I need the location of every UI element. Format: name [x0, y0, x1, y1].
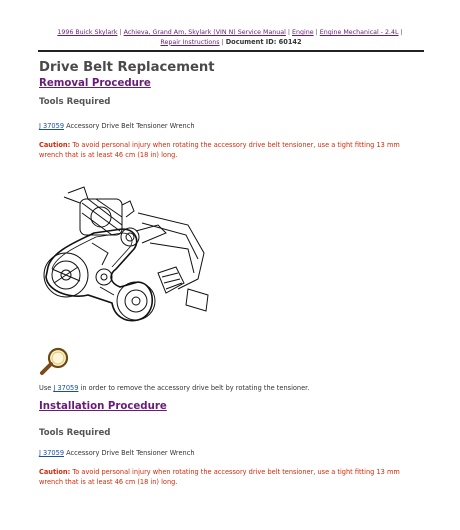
breadcrumb-link-manual[interactable]: Achieva, Grand Am, Skylark (VIN N) Service Manual: [123, 29, 286, 36]
installation-caution: [39, 468, 425, 487]
instruction-tool-link[interactable]: J 37059: [53, 384, 79, 392]
page-title: Drive Belt Replacement: [39, 60, 215, 75]
installation-tool-link[interactable]: J 37059: [39, 449, 65, 457]
breadcrumb-link-engine-mechanical[interactable]: Engine Mechanical - 2.4L: [319, 29, 399, 36]
breadcrumb: [38, 28, 424, 47]
generator-shape: [64, 187, 134, 235]
installation-tool-name: Accessory Drive Belt Tensioner Wrench: [64, 449, 195, 457]
removal-heading: Removal Procedure: [39, 78, 151, 89]
installation-heading: Installation Procedure: [39, 401, 167, 412]
removal-tool-line: [39, 122, 195, 130]
caution-label: Caution:: [39, 141, 71, 149]
installation-tools-heading: Tools Required: [39, 428, 111, 438]
document-page: [38, 0, 424, 486]
caution-text: To avoid personal injury when rotating the accessory drive belt tensioner, use a tight fitting 13 mm wrench that is at least 46 cm (18 in) long.: [39, 141, 400, 159]
removal-caution: [39, 141, 425, 160]
breadcrumb-separator: |: [287, 29, 291, 36]
header-divider: [38, 50, 424, 52]
caution-label: Caution:: [39, 468, 71, 476]
breadcrumb-separator: |: [315, 29, 318, 36]
breadcrumb-separator: |: [221, 38, 224, 46]
breadcrumb-link-model[interactable]: 1996 Buick Skylark: [57, 29, 118, 36]
breadcrumb-link-repair[interactable]: Repair Instructions: [160, 38, 220, 46]
instruction-prefix: Use: [39, 384, 54, 392]
caution-text: To avoid personal injury when rotating the accessory drive belt tensioner, use a tight fitting 13 mm wrench that is at least 46 cm (18 in) long.: [39, 468, 400, 486]
drive-belt-illustration: [38, 183, 213, 323]
breadcrumb-link-engine[interactable]: Engine: [292, 29, 314, 36]
breadcrumb-separator: |: [119, 29, 122, 36]
breadcrumb-separator: |: [400, 29, 403, 36]
removal-instruction: [39, 384, 309, 392]
removal-tools-heading: Tools Required: [39, 97, 111, 107]
instruction-suffix: in order to remove the accessory drive belt by rotating the tensioner.: [78, 384, 310, 392]
removal-tool-link[interactable]: J 37059: [39, 122, 65, 130]
removal-tool-name: Accessory Drive Belt Tensioner Wrench: [64, 122, 195, 130]
installation-tool-line: [39, 449, 195, 457]
magnifier-icon[interactable]: [38, 346, 72, 376]
document-id: Document ID: 60142: [225, 37, 302, 46]
